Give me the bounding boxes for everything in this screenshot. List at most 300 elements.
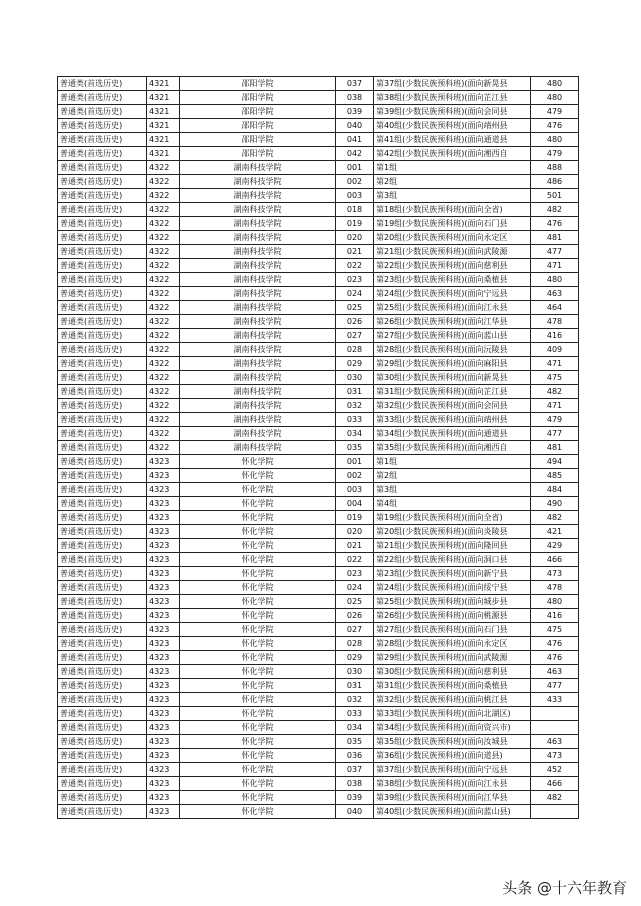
category-cell: 普通类(首选历史) <box>58 679 147 693</box>
school-code-cell: 4323 <box>147 511 180 525</box>
category-cell: 普通类(首选历史) <box>58 805 147 819</box>
school-code-cell: 4323 <box>147 693 180 707</box>
school-code-cell: 4321 <box>147 77 180 91</box>
school-name-cell: 怀化学院 <box>180 525 336 539</box>
school-code-cell: 4323 <box>147 497 180 511</box>
group-code-cell: 031 <box>336 385 374 399</box>
min-score-cell: 471 <box>531 399 579 413</box>
group-code-cell: 037 <box>336 763 374 777</box>
category-cell: 普通类(首选历史) <box>58 553 147 567</box>
min-score-cell: 486 <box>531 175 579 189</box>
min-score-cell: 476 <box>531 119 579 133</box>
school-name-cell: 怀化学院 <box>180 721 336 735</box>
group-name-cell: 第1组 <box>374 161 531 175</box>
group-name-cell: 第30组(少数民族预科班)(面向新晃县 <box>374 371 531 385</box>
group-name-cell: 第18组(少数民族预科班)(面向全省) <box>374 203 531 217</box>
school-name-cell: 湖南科技学院 <box>180 245 336 259</box>
min-score-cell: 501 <box>531 189 579 203</box>
category-cell: 普通类(首选历史) <box>58 637 147 651</box>
category-cell: 普通类(首选历史) <box>58 231 147 245</box>
school-name-cell: 怀化学院 <box>180 791 336 805</box>
school-code-cell: 4321 <box>147 147 180 161</box>
min-score-cell: 482 <box>531 385 579 399</box>
category-cell: 普通类(首选历史) <box>58 413 147 427</box>
school-code-cell: 4322 <box>147 175 180 189</box>
group-name-cell: 第39组(少数民族预科班)(面向会同县 <box>374 105 531 119</box>
category-cell: 普通类(首选历史) <box>58 343 147 357</box>
group-name-cell: 第21组(少数民族预科班)(面向隆回县 <box>374 539 531 553</box>
school-code-cell: 4323 <box>147 665 180 679</box>
category-cell: 普通类(首选历史) <box>58 91 147 105</box>
school-name-cell: 怀化学院 <box>180 581 336 595</box>
group-code-cell: 027 <box>336 329 374 343</box>
min-score-cell: 480 <box>531 273 579 287</box>
school-code-cell: 4323 <box>147 623 180 637</box>
table-row <box>58 245 579 259</box>
school-name-cell: 湖南科技学院 <box>180 441 336 455</box>
min-score-cell: 416 <box>531 329 579 343</box>
min-score-cell: 488 <box>531 161 579 175</box>
min-score-cell: 433 <box>531 693 579 707</box>
school-name-cell: 邵阳学院 <box>180 91 336 105</box>
school-name-cell: 邵阳学院 <box>180 133 336 147</box>
school-name-cell: 怀化学院 <box>180 763 336 777</box>
school-name-cell: 怀化学院 <box>180 497 336 511</box>
school-code-cell: 4322 <box>147 245 180 259</box>
category-cell: 普通类(首选历史) <box>58 329 147 343</box>
group-name-cell: 第2组 <box>374 175 531 189</box>
group-code-cell: 032 <box>336 693 374 707</box>
category-cell: 普通类(首选历史) <box>58 693 147 707</box>
table-row <box>58 175 579 189</box>
category-cell: 普通类(首选历史) <box>58 77 147 91</box>
min-score-cell: 481 <box>531 441 579 455</box>
school-name-cell: 湖南科技学院 <box>180 217 336 231</box>
school-code-cell: 4323 <box>147 749 180 763</box>
min-score-cell: 473 <box>531 567 579 581</box>
group-name-cell: 第24组(少数民族预科班)(面向绥宁县 <box>374 581 531 595</box>
school-name-cell: 怀化学院 <box>180 483 336 497</box>
school-code-cell: 4322 <box>147 343 180 357</box>
school-code-cell: 4323 <box>147 567 180 581</box>
school-name-cell: 怀化学院 <box>180 469 336 483</box>
school-code-cell: 4322 <box>147 371 180 385</box>
school-name-cell: 怀化学院 <box>180 455 336 469</box>
group-name-cell: 第32组(少数民族预科班)(面向桃江县 <box>374 693 531 707</box>
group-code-cell: 035 <box>336 441 374 455</box>
school-name-cell: 湖南科技学院 <box>180 203 336 217</box>
school-name-cell: 邵阳学院 <box>180 147 336 161</box>
school-name-cell: 湖南科技学院 <box>180 259 336 273</box>
group-code-cell: 029 <box>336 651 374 665</box>
category-cell: 普通类(首选历史) <box>58 483 147 497</box>
group-code-cell: 021 <box>336 245 374 259</box>
min-score-cell <box>531 805 579 819</box>
school-code-cell: 4322 <box>147 315 180 329</box>
category-cell: 普通类(首选历史) <box>58 455 147 469</box>
group-code-cell: 038 <box>336 91 374 105</box>
group-code-cell: 039 <box>336 105 374 119</box>
group-code-cell: 025 <box>336 301 374 315</box>
school-code-cell: 4323 <box>147 553 180 567</box>
group-code-cell: 028 <box>336 637 374 651</box>
category-cell: 普通类(首选历史) <box>58 525 147 539</box>
category-cell: 普通类(首选历史) <box>58 469 147 483</box>
group-code-cell: 040 <box>336 119 374 133</box>
min-score-cell: 478 <box>531 581 579 595</box>
table-row <box>58 413 579 427</box>
group-name-cell: 第21组(少数民族预科班)(面向武陵源 <box>374 245 531 259</box>
min-score-cell: 480 <box>531 91 579 105</box>
table-row <box>58 119 579 133</box>
table-row <box>58 427 579 441</box>
school-code-cell: 4322 <box>147 203 180 217</box>
group-name-cell: 第37组(少数民族预科班)(面向新晃县 <box>374 77 531 91</box>
school-code-cell: 4323 <box>147 581 180 595</box>
group-name-cell: 第26组(少数民族预科班)(面向江华县 <box>374 315 531 329</box>
school-name-cell: 湖南科技学院 <box>180 161 336 175</box>
group-code-cell: 030 <box>336 371 374 385</box>
category-cell: 普通类(首选历史) <box>58 161 147 175</box>
min-score-cell: 452 <box>531 763 579 777</box>
group-code-cell: 020 <box>336 525 374 539</box>
min-score-cell: 476 <box>531 217 579 231</box>
table-row <box>58 623 579 637</box>
group-name-cell: 第42组(少数民族预科班)(面向湘西自 <box>374 147 531 161</box>
group-code-cell: 036 <box>336 749 374 763</box>
school-code-cell: 4323 <box>147 805 180 819</box>
score-table-body <box>58 77 579 819</box>
group-name-cell: 第22组(少数民族预科班)(面向慈利县 <box>374 259 531 273</box>
school-code-cell: 4322 <box>147 441 180 455</box>
table-row <box>58 651 579 665</box>
school-name-cell: 湖南科技学院 <box>180 315 336 329</box>
group-name-cell: 第29组(少数民族预科班)(面向武陵源 <box>374 651 531 665</box>
school-code-cell: 4322 <box>147 273 180 287</box>
group-code-cell: 030 <box>336 665 374 679</box>
table-row <box>58 231 579 245</box>
table-row <box>58 525 579 539</box>
school-name-cell: 怀化学院 <box>180 805 336 819</box>
group-code-cell: 024 <box>336 581 374 595</box>
min-score-cell: 421 <box>531 525 579 539</box>
min-score-cell: 475 <box>531 623 579 637</box>
school-code-cell: 4322 <box>147 385 180 399</box>
table-row <box>58 763 579 777</box>
table-row <box>58 735 579 749</box>
group-name-cell: 第23组(少数民族预科班)(面向桑植县 <box>374 273 531 287</box>
category-cell: 普通类(首选历史) <box>58 315 147 329</box>
min-score-cell: 475 <box>531 371 579 385</box>
school-code-cell: 4323 <box>147 679 180 693</box>
group-name-cell: 第22组(少数民族预科班)(面向洞口县 <box>374 553 531 567</box>
min-score-cell: 477 <box>531 679 579 693</box>
group-name-cell: 第29组(少数民族预科班)(面向麻阳县 <box>374 357 531 371</box>
min-score-cell: 494 <box>531 455 579 469</box>
school-name-cell: 湖南科技学院 <box>180 175 336 189</box>
school-name-cell: 怀化学院 <box>180 567 336 581</box>
group-name-cell: 第25组(少数民族预科班)(面向江永县 <box>374 301 531 315</box>
category-cell: 普通类(首选历史) <box>58 357 147 371</box>
group-name-cell: 第19组(少数民族预科班)(面向全省) <box>374 511 531 525</box>
category-cell: 普通类(首选历史) <box>58 287 147 301</box>
group-name-cell: 第24组(少数民族预科班)(面向宁远县 <box>374 287 531 301</box>
min-score-cell: 490 <box>531 497 579 511</box>
category-cell: 普通类(首选历史) <box>58 721 147 735</box>
min-score-cell: 471 <box>531 357 579 371</box>
min-score-cell: 480 <box>531 77 579 91</box>
group-name-cell: 第23组(少数民族预科班)(面向新宁县 <box>374 567 531 581</box>
category-cell: 普通类(首选历史) <box>58 623 147 637</box>
category-cell: 普通类(首选历史) <box>58 567 147 581</box>
table-row <box>58 105 579 119</box>
group-name-cell: 第19组(少数民族预科班)(面向石门县 <box>374 217 531 231</box>
school-name-cell: 湖南科技学院 <box>180 301 336 315</box>
category-cell: 普通类(首选历史) <box>58 735 147 749</box>
category-cell: 普通类(首选历史) <box>58 497 147 511</box>
table-row <box>58 511 579 525</box>
group-name-cell: 第34组(少数民族预科班)(面向通道县 <box>374 427 531 441</box>
school-name-cell: 湖南科技学院 <box>180 189 336 203</box>
category-cell: 普通类(首选历史) <box>58 301 147 315</box>
min-score-cell: 466 <box>531 553 579 567</box>
group-code-cell: 033 <box>336 707 374 721</box>
category-cell: 普通类(首选历史) <box>58 441 147 455</box>
category-cell: 普通类(首选历史) <box>58 595 147 609</box>
group-code-cell: 029 <box>336 357 374 371</box>
table-row <box>58 273 579 287</box>
school-code-cell: 4322 <box>147 329 180 343</box>
min-score-cell: 482 <box>531 791 579 805</box>
table-row <box>58 777 579 791</box>
category-cell: 普通类(首选历史) <box>58 707 147 721</box>
table-row <box>58 357 579 371</box>
group-name-cell: 第30组(少数民族预科班)(面向慈利县 <box>374 665 531 679</box>
table-row <box>58 301 579 315</box>
table-row <box>58 665 579 679</box>
min-score-cell: 466 <box>531 777 579 791</box>
category-cell: 普通类(首选历史) <box>58 749 147 763</box>
group-code-cell: 032 <box>336 399 374 413</box>
school-name-cell: 怀化学院 <box>180 679 336 693</box>
school-name-cell: 怀化学院 <box>180 595 336 609</box>
school-code-cell: 4323 <box>147 483 180 497</box>
school-name-cell: 湖南科技学院 <box>180 399 336 413</box>
min-score-cell: 476 <box>531 651 579 665</box>
group-code-cell: 025 <box>336 595 374 609</box>
group-code-cell: 040 <box>336 805 374 819</box>
min-score-cell: 429 <box>531 539 579 553</box>
group-name-cell: 第27组(少数民族预科班)(面向石门县 <box>374 623 531 637</box>
table-row <box>58 217 579 231</box>
group-name-cell: 第40组(少数民族预科班)(面向蓝山县) <box>374 805 531 819</box>
table-row <box>58 707 579 721</box>
school-name-cell: 怀化学院 <box>180 735 336 749</box>
category-cell: 普通类(首选历史) <box>58 105 147 119</box>
category-cell: 普通类(首选历史) <box>58 245 147 259</box>
min-score-cell: 482 <box>531 203 579 217</box>
school-code-cell: 4323 <box>147 469 180 483</box>
school-name-cell: 湖南科技学院 <box>180 329 336 343</box>
category-cell: 普通类(首选历史) <box>58 665 147 679</box>
school-code-cell: 4321 <box>147 91 180 105</box>
group-code-cell: 042 <box>336 147 374 161</box>
group-name-cell: 第33组(少数民族预科班)(面向靖州县 <box>374 413 531 427</box>
school-name-cell: 湖南科技学院 <box>180 427 336 441</box>
min-score-cell: 463 <box>531 665 579 679</box>
category-cell: 普通类(首选历史) <box>58 511 147 525</box>
school-name-cell: 怀化学院 <box>180 511 336 525</box>
group-code-cell: 037 <box>336 77 374 91</box>
group-name-cell: 第38组(少数民族预科班)(面向芷江县 <box>374 91 531 105</box>
school-name-cell: 湖南科技学院 <box>180 273 336 287</box>
group-code-cell: 021 <box>336 539 374 553</box>
category-cell: 普通类(首选历史) <box>58 259 147 273</box>
table-row <box>58 189 579 203</box>
group-code-cell: 002 <box>336 469 374 483</box>
table-row <box>58 203 579 217</box>
table-row <box>58 343 579 357</box>
category-cell: 普通类(首选历史) <box>58 203 147 217</box>
table-row <box>58 721 579 735</box>
group-code-cell: 001 <box>336 455 374 469</box>
table-row <box>58 609 579 623</box>
watermark: 头条 @十六年教育 <box>502 879 627 897</box>
table-row <box>58 749 579 763</box>
category-cell: 普通类(首选历史) <box>58 791 147 805</box>
group-code-cell: 002 <box>336 175 374 189</box>
category-cell: 普通类(首选历史) <box>58 147 147 161</box>
group-name-cell: 第28组(少数民族预科班)(面向沅陵县 <box>374 343 531 357</box>
group-code-cell: 019 <box>336 217 374 231</box>
school-code-cell: 4322 <box>147 413 180 427</box>
min-score-cell: 480 <box>531 595 579 609</box>
school-code-cell: 4322 <box>147 231 180 245</box>
category-cell: 普通类(首选历史) <box>58 385 147 399</box>
table-row <box>58 497 579 511</box>
school-code-cell: 4322 <box>147 427 180 441</box>
group-code-cell: 004 <box>336 497 374 511</box>
group-name-cell: 第4组 <box>374 497 531 511</box>
min-score-cell: 463 <box>531 287 579 301</box>
table-row <box>58 791 579 805</box>
school-code-cell: 4321 <box>147 133 180 147</box>
school-name-cell: 怀化学院 <box>180 553 336 567</box>
school-code-cell: 4323 <box>147 651 180 665</box>
school-code-cell: 4322 <box>147 161 180 175</box>
min-score-cell: 463 <box>531 735 579 749</box>
table-row <box>58 147 579 161</box>
table-row <box>58 287 579 301</box>
group-code-cell: 039 <box>336 791 374 805</box>
category-cell: 普通类(首选历史) <box>58 217 147 231</box>
school-name-cell: 怀化学院 <box>180 693 336 707</box>
min-score-cell: 484 <box>531 483 579 497</box>
school-code-cell: 4323 <box>147 707 180 721</box>
school-code-cell: 4321 <box>147 105 180 119</box>
group-name-cell: 第25组(少数民族预科班)(面向城步县 <box>374 595 531 609</box>
school-code-cell: 4323 <box>147 637 180 651</box>
school-name-cell: 怀化学院 <box>180 637 336 651</box>
category-cell: 普通类(首选历史) <box>58 581 147 595</box>
school-code-cell: 4322 <box>147 301 180 315</box>
min-score-cell: 416 <box>531 609 579 623</box>
table-row <box>58 329 579 343</box>
school-name-cell: 邵阳学院 <box>180 119 336 133</box>
group-code-cell: 027 <box>336 623 374 637</box>
school-code-cell: 4323 <box>147 777 180 791</box>
group-code-cell: 041 <box>336 133 374 147</box>
group-name-cell: 第32组(少数民族预科班)(面向会同县 <box>374 399 531 413</box>
category-cell: 普通类(首选历史) <box>58 539 147 553</box>
min-score-cell: 471 <box>531 259 579 273</box>
school-code-cell: 4322 <box>147 259 180 273</box>
table-row <box>58 315 579 329</box>
school-code-cell: 4323 <box>147 609 180 623</box>
category-cell: 普通类(首选历史) <box>58 371 147 385</box>
group-code-cell: 033 <box>336 413 374 427</box>
group-code-cell: 034 <box>336 427 374 441</box>
min-score-cell: 479 <box>531 105 579 119</box>
group-code-cell: 020 <box>336 231 374 245</box>
school-code-cell: 4322 <box>147 357 180 371</box>
group-name-cell: 第20组(少数民族预科班)(面向炎陵县 <box>374 525 531 539</box>
min-score-cell: 479 <box>531 413 579 427</box>
group-code-cell: 028 <box>336 343 374 357</box>
score-table <box>57 76 579 819</box>
school-code-cell: 4323 <box>147 763 180 777</box>
group-name-cell: 第3组 <box>374 189 531 203</box>
group-name-cell: 第34组(少数民族预科班)(面向资兴市) <box>374 721 531 735</box>
group-name-cell: 第35组(少数民族预科班)(面向汝城县 <box>374 735 531 749</box>
category-cell: 普通类(首选历史) <box>58 189 147 203</box>
school-name-cell: 湖南科技学院 <box>180 385 336 399</box>
table-row <box>58 371 579 385</box>
school-name-cell: 怀化学院 <box>180 665 336 679</box>
school-code-cell: 4323 <box>147 539 180 553</box>
group-code-cell: 034 <box>336 721 374 735</box>
group-name-cell: 第41组(少数民族预科班)(面向通道县 <box>374 133 531 147</box>
school-code-cell: 4323 <box>147 595 180 609</box>
school-name-cell: 湖南科技学院 <box>180 343 336 357</box>
min-score-cell: 473 <box>531 749 579 763</box>
group-name-cell: 第40组(少数民族预科班)(面向靖州县 <box>374 119 531 133</box>
table-row <box>58 455 579 469</box>
school-code-cell: 4323 <box>147 721 180 735</box>
group-code-cell: 022 <box>336 553 374 567</box>
school-name-cell: 湖南科技学院 <box>180 371 336 385</box>
category-cell: 普通类(首选历史) <box>58 133 147 147</box>
group-name-cell: 第38组(少数民族预科班)(面向江永县 <box>374 777 531 791</box>
group-name-cell: 第33组(少数民族预科班)(面向北湖区) <box>374 707 531 721</box>
school-name-cell: 湖南科技学院 <box>180 413 336 427</box>
group-code-cell: 026 <box>336 315 374 329</box>
group-name-cell: 第1组 <box>374 455 531 469</box>
group-code-cell: 038 <box>336 777 374 791</box>
group-code-cell: 026 <box>336 609 374 623</box>
group-name-cell: 第39组(少数民族预科班)(面向江华县 <box>374 791 531 805</box>
school-code-cell: 4323 <box>147 525 180 539</box>
school-name-cell: 湖南科技学院 <box>180 231 336 245</box>
group-name-cell: 第37组(少数民族预科班)(面向宁远县 <box>374 763 531 777</box>
table-row <box>58 469 579 483</box>
table-row <box>58 399 579 413</box>
school-name-cell: 湖南科技学院 <box>180 357 336 371</box>
min-score-cell: 482 <box>531 511 579 525</box>
group-code-cell: 022 <box>336 259 374 273</box>
category-cell: 普通类(首选历史) <box>58 777 147 791</box>
category-cell: 普通类(首选历史) <box>58 609 147 623</box>
